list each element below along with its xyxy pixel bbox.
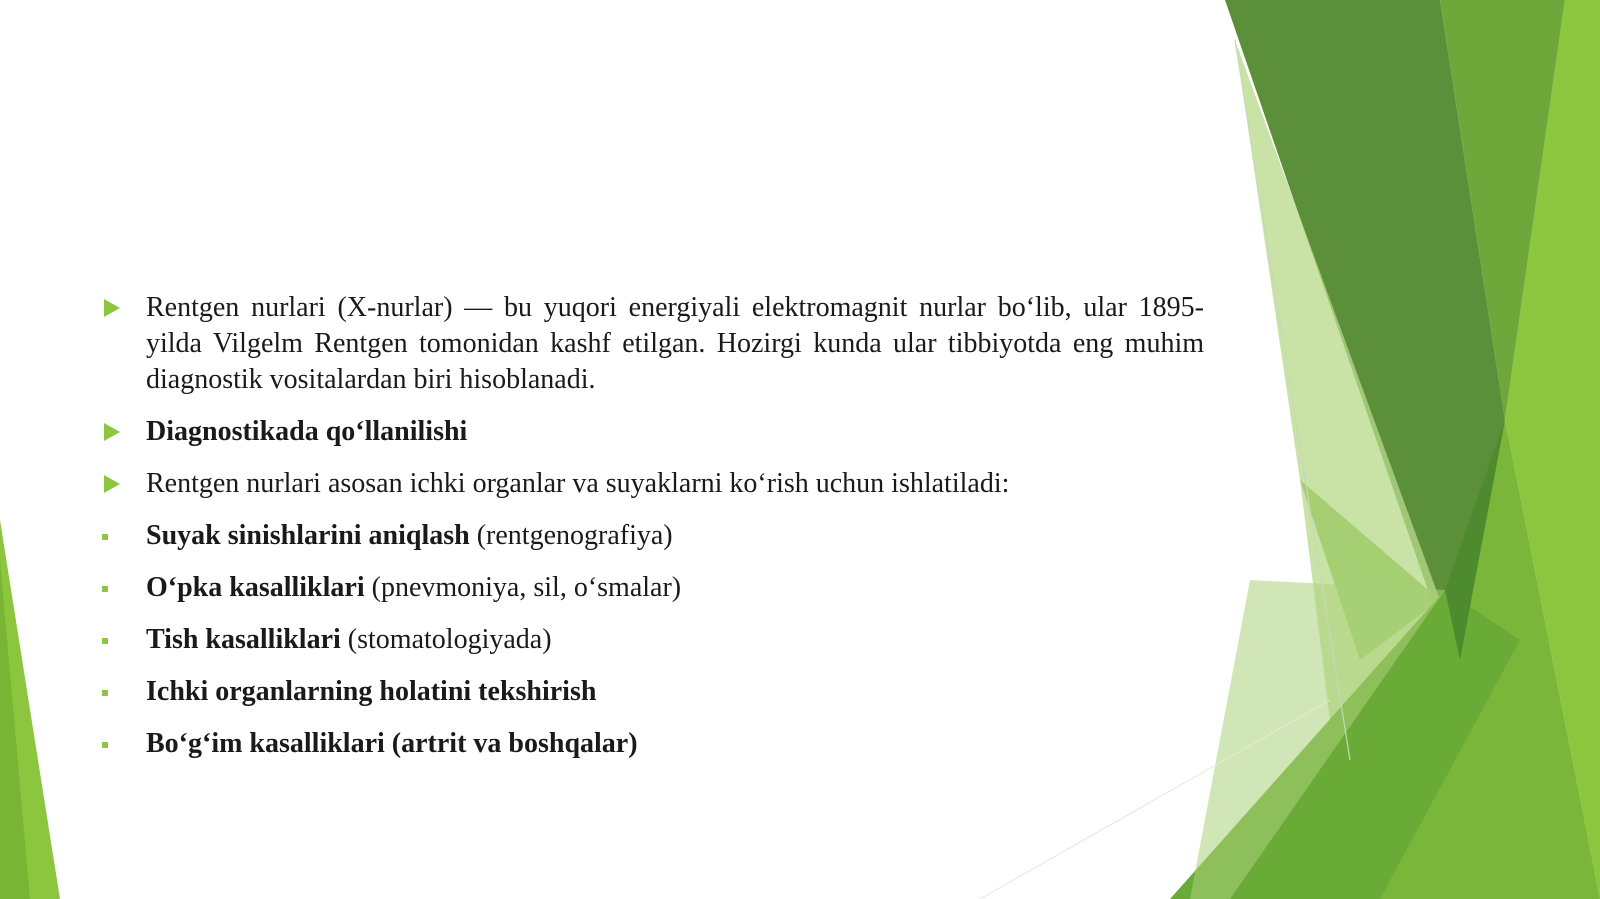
bullet-usage-intro <box>100 466 1204 502</box>
square-bullet-icon <box>102 586 108 592</box>
usage-intro-text: Rentgen nurlari asosan ichki organlar va suyaklarni ko‘rish uchun ishlatiladi: <box>146 468 1010 499</box>
use-title: Ichki organlarning holatini tekshirish <box>146 676 597 707</box>
slide-body <box>100 290 1204 778</box>
square-bullet-icon <box>102 742 108 748</box>
use-title: Suyak sinishlarini aniqlash <box>146 520 470 551</box>
list-item <box>100 622 1204 658</box>
bullet-intro <box>100 290 1204 398</box>
square-bullet-icon <box>102 690 108 696</box>
arrow-bullet-icon <box>104 475 120 493</box>
intro-text: Rentgen nurlari (X-nurlar) — bu yuqori energiyali elektromagnit nurlar bo‘lib, ular 1895-yilda Vilgelm Rentgen tomonidan kashf etilgan. Hozirgi kunda ular tibbiyotda eng muhim diagnostik vositalardan biri hisoblanadi. <box>146 292 1204 395</box>
list-item <box>100 518 1204 554</box>
list-item <box>100 674 1204 710</box>
square-bullet-icon <box>102 638 108 644</box>
use-title: Tish kasalliklari <box>146 624 341 655</box>
use-title: O‘pka kasalliklari <box>146 572 365 603</box>
arrow-bullet-icon <box>104 423 120 441</box>
heading-text: Diagnostikada qo‘llanilishi <box>146 416 468 447</box>
square-bullet-icon <box>102 534 108 540</box>
use-title: Bo‘g‘im kasalliklari (artrit va boshqalar) <box>146 728 638 759</box>
list-item <box>100 570 1204 606</box>
arrow-bullet-icon <box>104 299 120 317</box>
use-detail: (pnevmoniya, sil, o‘smalar) <box>364 572 682 603</box>
use-detail: (rentgenografiya) <box>469 520 673 551</box>
bullet-heading <box>100 414 1204 450</box>
list-item <box>100 726 1204 762</box>
use-detail: (stomatologiyada) <box>340 624 552 655</box>
